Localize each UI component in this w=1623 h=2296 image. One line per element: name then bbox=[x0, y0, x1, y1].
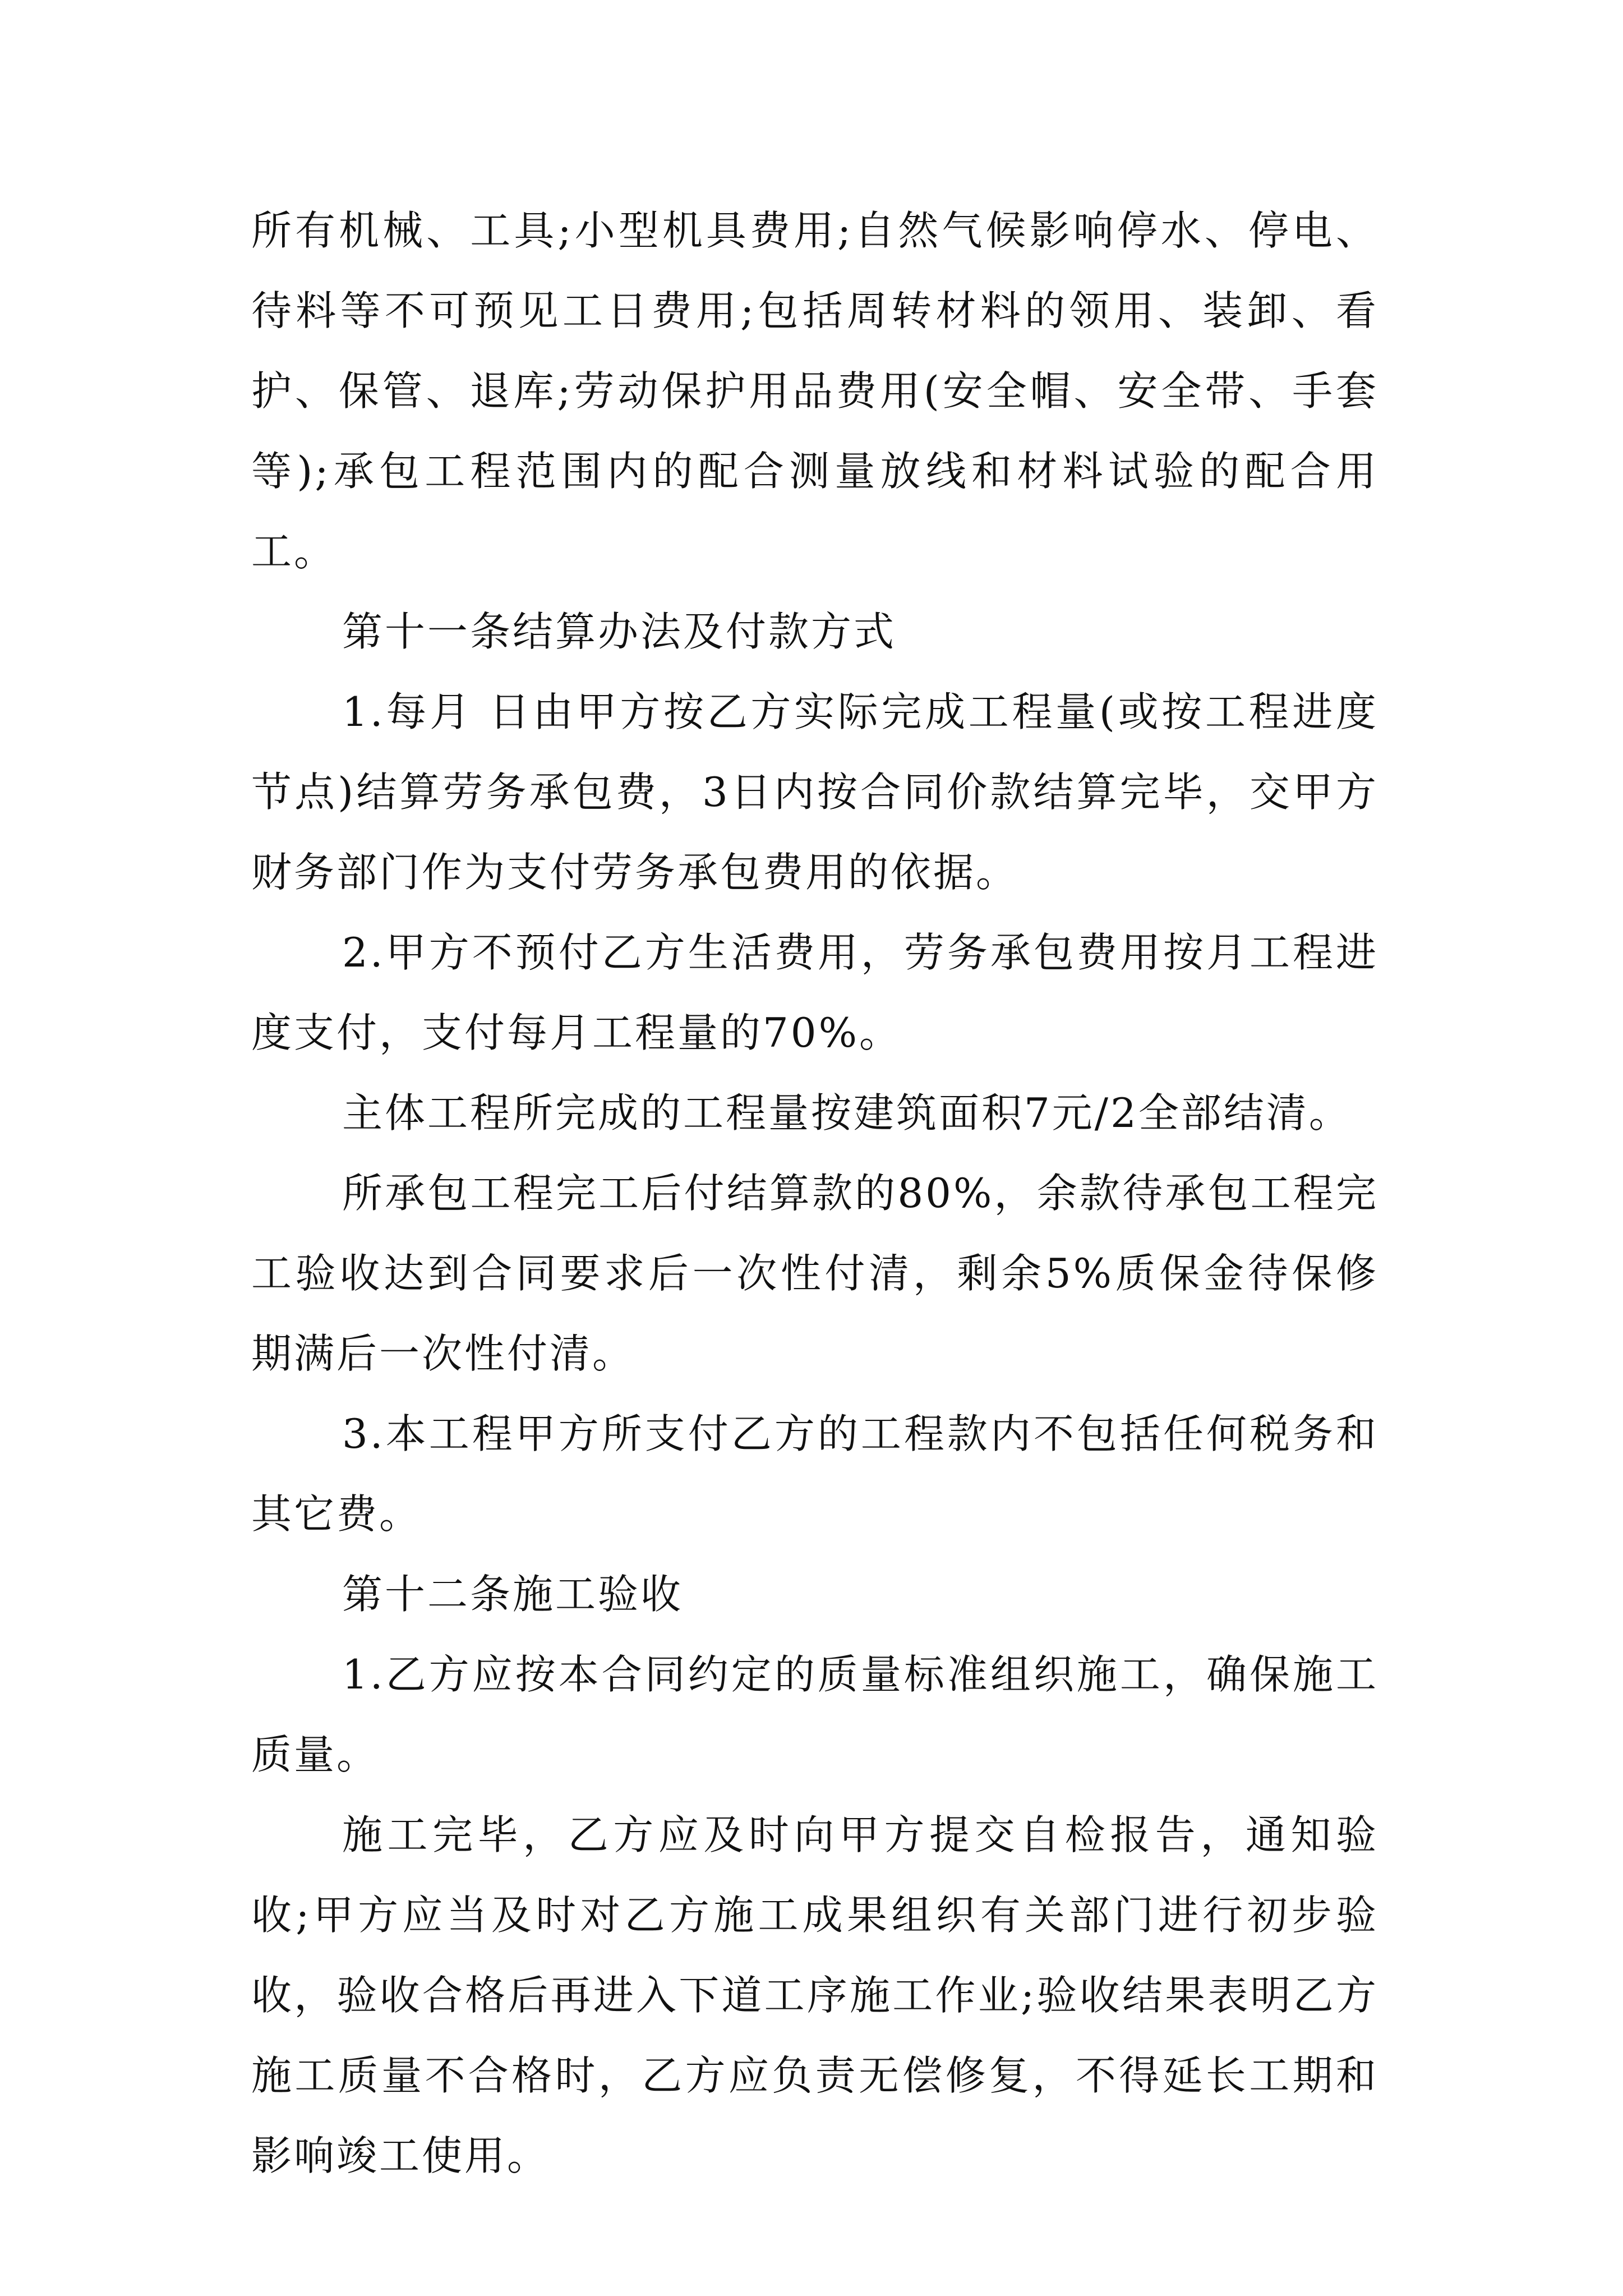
paragraph-article-12-item-1: 1.乙方应按本合同约定的质量标准组织施工，确保施工质量。 bbox=[251, 1651, 1378, 1778]
paragraph-article-11-item-1: 1.每月 日由甲方按乙方实际完成工程量(或按工程进度节点)结算劳务承包费，3日内按合同价款结算完毕，交甲方财务部门作为支付劳务承包费用的依据。 bbox=[251, 688, 1378, 896]
heading-article-12: 第十二条施工验收 bbox=[342, 1571, 684, 1618]
paragraph-article-11-item-2: 2.甲方不预付乙方生活费用，劳务承包费用按月工程进度支付，支付每月工程量的70%。 bbox=[251, 929, 1378, 1056]
paragraph-article-11-item-3: 3.本工程甲方所支付乙方的工程款内不包括任何税务和其它费。 bbox=[251, 1410, 1378, 1538]
heading-article-11: 第十一条结算办法及付款方式 bbox=[342, 608, 897, 655]
paragraph-main-works-settlement: 主体工程所完成的工程量按建筑面积7元/2全部结清。 bbox=[342, 1089, 1352, 1137]
paragraph-inspection-process: 施工完毕，乙方应及时向甲方提交自检报告，通知验收;甲方应当及时对乙方施工成果组织有关部门进行初步验收，验收合格后再进入下道工序施工作业;验收结果表明乙方施工质量不合格时，乙方应负责无偿修复，不得延长工期和影响竣工使用。 bbox=[251, 1811, 1378, 2179]
paragraph-costs-continued: 所有机械、工具;小型机具费用;自然气候影响停水、停电、待料等不可预见工日费用;包括周转材料的领用、装卸、看护、保管、退库;劳动保护用品费用(安全帽、安全带、手套等);承包工程范围内的配合测量放线和材料试验的配合用工。 bbox=[251, 207, 1378, 575]
paragraph-final-payment: 所承包工程完工后付结算款的80%，余款待承包工程完工验收达到合同要求后一次性付清，剩余5%质保金待保修期满后一次性付清。 bbox=[251, 1170, 1378, 1377]
contract-text bbox=[251, 191, 1378, 2196]
